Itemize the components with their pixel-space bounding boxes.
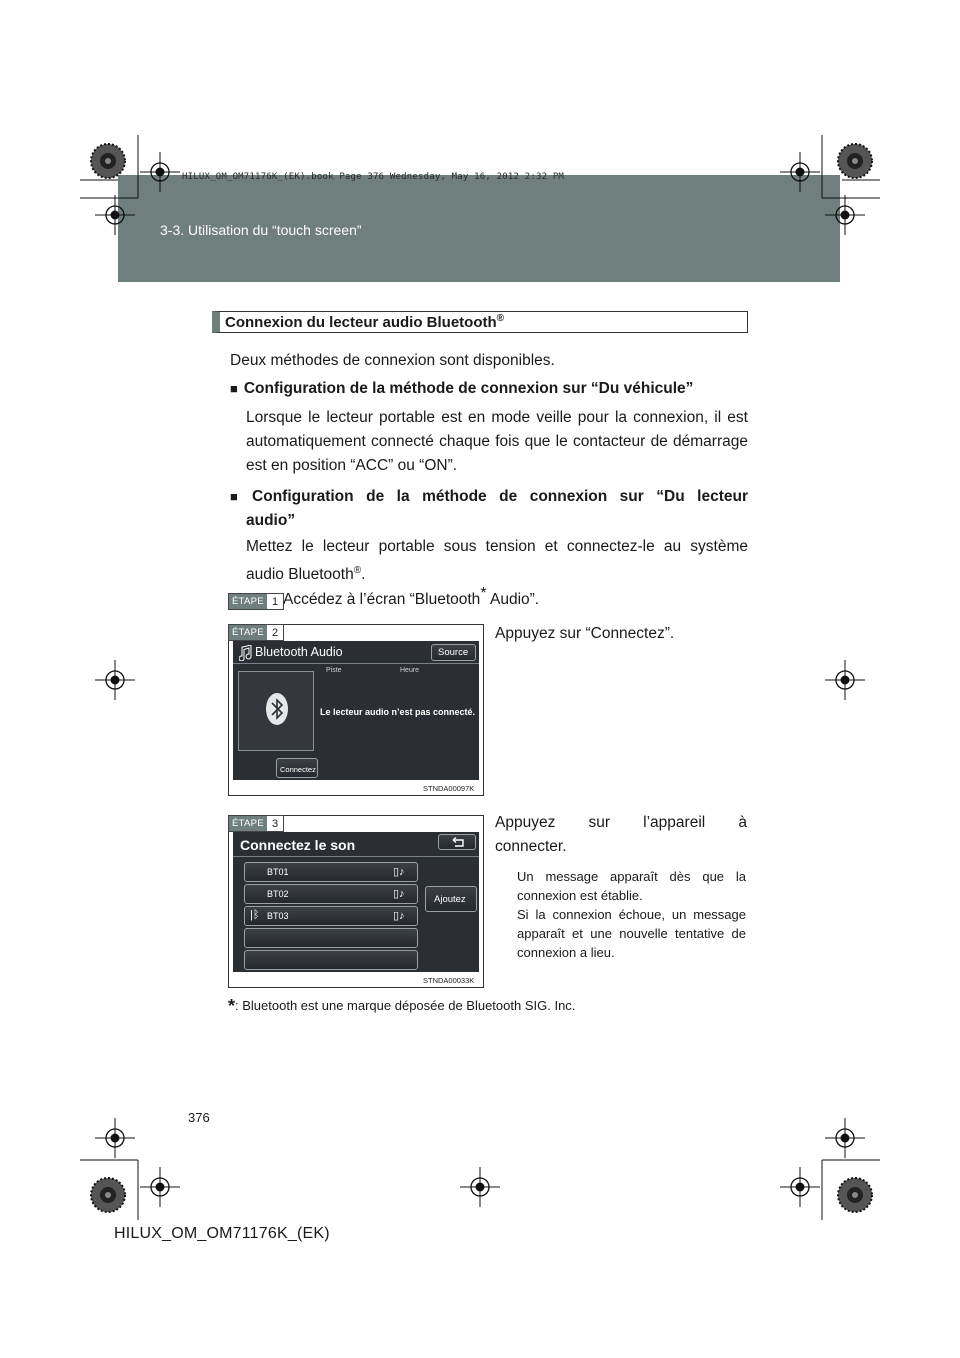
step3-text-line1: Appuyez sur l’appareil à bbox=[495, 814, 747, 831]
bluetooth-icon bbox=[265, 692, 289, 726]
music-note-icon bbox=[239, 645, 253, 661]
device-row-bt01[interactable]: BT01 ▯♪ bbox=[244, 862, 418, 882]
registration-cross-icon bbox=[780, 1167, 820, 1207]
bluetooth-connected-icon: |ᛒ bbox=[250, 909, 260, 921]
figure-code: STNDA00097K bbox=[423, 784, 475, 793]
step2-text: Appuyez sur “Connectez”. bbox=[495, 625, 675, 642]
add-device-button[interactable]: Ajoutez bbox=[425, 886, 477, 912]
step1-badge: ÉTAPE 1 bbox=[228, 593, 284, 610]
registration-rosette-icon bbox=[91, 1178, 125, 1212]
step3-text-line2: connecter. bbox=[495, 838, 567, 855]
bullet-square-icon: ■ bbox=[230, 381, 238, 396]
figure-code: STNDA00033K bbox=[423, 976, 475, 985]
registration-cross-icon bbox=[140, 1167, 180, 1207]
registration-cross-icon bbox=[780, 152, 820, 192]
registration-cross-icon bbox=[140, 152, 180, 192]
method2-heading-line1: ■ Configuration de la méthode de connexion sur “Du lecteur bbox=[230, 488, 748, 505]
registration-cross-icon bbox=[825, 195, 865, 235]
screen-title: Bluetooth Audio bbox=[255, 645, 343, 659]
registration-cross-icon bbox=[95, 660, 135, 700]
step1-text: Accédez à l’écran “Bluetooth* Audio”. bbox=[283, 584, 540, 608]
registration-cross-icon bbox=[95, 195, 135, 235]
phone-music-icon: ▯♪ bbox=[393, 866, 405, 878]
registration-cross-icon bbox=[460, 1167, 500, 1207]
print-stamp: HILUX_OM_OM71176K_(EK).book Page 376 Wednesday, May 16, 2012 2:32 PM bbox=[182, 172, 565, 182]
connect-sound-screen bbox=[233, 832, 479, 972]
method2-body-line1: Mettez le lecteur portable sous tension et connectez-le au système bbox=[246, 538, 748, 555]
registration-cross-icon bbox=[95, 1118, 135, 1158]
col-heure: Heure bbox=[400, 667, 420, 674]
registration-rosette-icon bbox=[91, 144, 125, 178]
step3-note-line1: Un message apparaît dès que la connexion est établie. bbox=[517, 869, 746, 903]
registration-cross-icon bbox=[825, 1118, 865, 1158]
method2-heading-line2: audio” bbox=[246, 512, 296, 529]
screen-divider bbox=[233, 663, 479, 664]
step3-note-line2: Si la connexion échoue, un message apparaît et une nouvelle tentative de connexion a lieu. bbox=[517, 907, 746, 960]
step2-badge: ÉTAPE 2 bbox=[228, 624, 284, 641]
bluetooth-audio-screen bbox=[233, 641, 479, 780]
phone-music-icon: ▯♪ bbox=[393, 910, 405, 922]
registration-rosette-icon bbox=[838, 1178, 872, 1212]
phone-music-icon: ▯♪ bbox=[393, 888, 405, 900]
back-arrow-icon bbox=[450, 837, 466, 848]
step3-badge: ÉTAPE 3 bbox=[228, 815, 284, 832]
device-row-empty[interactable] bbox=[244, 950, 418, 970]
registration-rosette-icon bbox=[838, 144, 872, 178]
bullet-square-icon: ■ bbox=[230, 489, 247, 504]
section-title: Connexion du lecteur audio Bluetooth® bbox=[225, 313, 505, 331]
method1-heading: ■ Configuration de la méthode de connexion sur “Du véhicule” bbox=[230, 380, 694, 397]
connect-button[interactable]: Connectez bbox=[276, 758, 318, 778]
source-button[interactable]: Source bbox=[431, 644, 476, 661]
registration-cross-icon bbox=[825, 660, 865, 700]
album-art-box bbox=[238, 671, 314, 751]
method2-body-line2: audio Bluetooth®. bbox=[246, 565, 366, 584]
footnote: *: Bluetooth est une marque déposée de Bluetooth SIG. Inc. bbox=[228, 996, 576, 1016]
device-row-empty[interactable] bbox=[244, 928, 418, 948]
document-code: HILUX_OM_OM71176K_(EK) bbox=[114, 1225, 330, 1242]
screen-title: Connectez le son bbox=[240, 837, 356, 853]
method1-body: Lorsque le lecteur portable est en mode veille pour la connexion, il est automatiquement connecté chaque fois que le contacteur de démarrage est en position “ACC” ou “ON”. bbox=[246, 409, 748, 474]
intro-text: Deux méthodes de connexion sont disponibles. bbox=[230, 352, 555, 369]
registered-mark: ® bbox=[496, 313, 505, 324]
section-label: 3-3. Utilisation du “touch screen” bbox=[160, 222, 362, 238]
not-connected-message: Le lecteur audio n’est pas connecté. bbox=[320, 707, 476, 717]
back-button[interactable] bbox=[438, 834, 476, 850]
device-row-bt02[interactable]: BT02 ▯♪ bbox=[244, 884, 418, 904]
page-number: 376 bbox=[188, 1110, 210, 1125]
col-piste: Piste bbox=[326, 667, 342, 674]
device-row-bt03[interactable]: |ᛒ BT03 ▯♪ bbox=[244, 906, 418, 926]
screen-divider bbox=[233, 856, 479, 857]
